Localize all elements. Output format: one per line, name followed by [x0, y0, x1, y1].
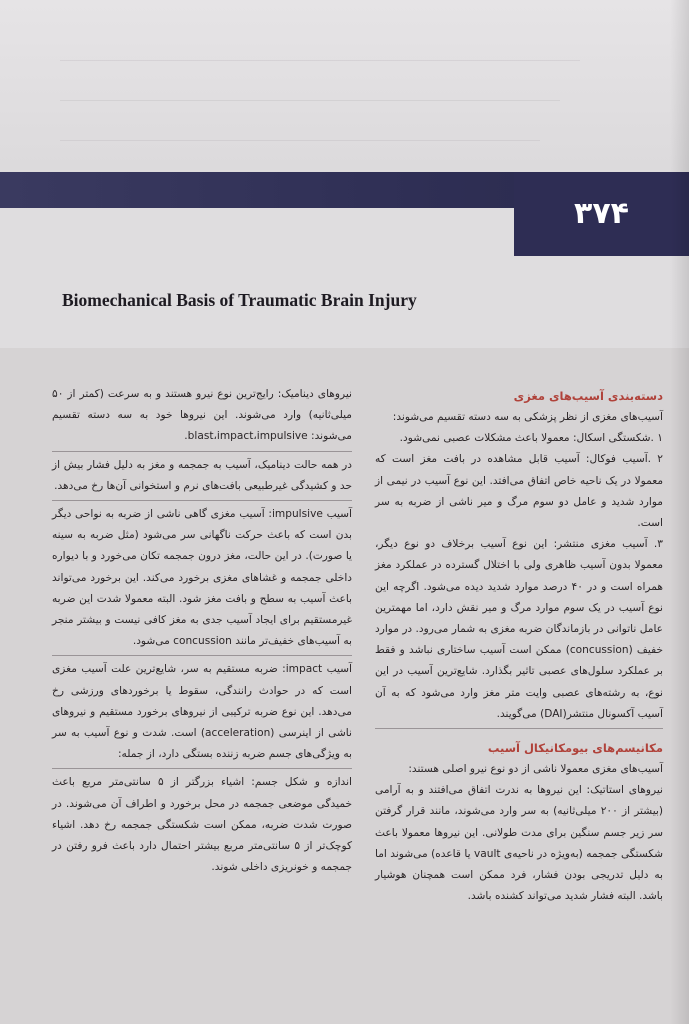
book-title: Biomechanical Basis of Traumatic Brain Injury: [62, 290, 417, 310]
paragraph-impact-injury: آسیب impact: ضربه مستقیم به سر، شایع‌ترین علت آسیب مغزی است که در حوادث رانندگی، سقوط یا برخوردهای ورزشی رخ می‌دهد. این نوع ضربه ترکیبی از نیروهای برخورد مستقیم و نیروهای ناشی از اینرسی (acceleration) است. شدت و نوع آسیب به سر به ویژگی‌های جسم ضربه زننده بستگی دارد، از جمله:: [52, 663, 352, 761]
paragraph-object-size: اندازه و شکل جسم: اشیاء بزرگتر از ۵ سانتی‌متر مربع باعث خمیدگی موضعی جمجمه در محل برخورد و اطراف آن می‌شوند. در صورت شدت ضربه، ممکن است شکستگی جمجمه رخ دهد. اشیاء کوچک‌تر از ۵ سانتی‌متر مربع بیشتر احتمال دارد باعث فرو رفتن در جمجمه و خونریزی داخلی شوند.: [52, 776, 352, 874]
left-column: [52, 384, 352, 878]
paragraph: آسیب‌های مغزی معمولا ناشی از دو نوع نیرو اصلی هستند:: [408, 763, 663, 776]
list-item-focal-injury: ۲ .آسیب فوکال: آسیب قابل مشاهده در بافت مغز است که معمولا در یک ناحیه خاص اتفاق می‌افتد. این نوع آسیب در نیمی از موارد شدید و عامل دو سوم مرگ و میر ناشی از ضربه به سر است.: [375, 453, 663, 530]
list-item-skull-fracture: ۱ .شکستگی اسکال: معمولا باعث مشکلات عصبی نمی‌شود.: [399, 432, 663, 445]
section-divider: [52, 768, 352, 769]
bleed-through-line: [60, 140, 540, 141]
section-divider: [52, 655, 352, 656]
bleed-through-line: [60, 60, 580, 61]
paragraph-dynamic-forces: نیروهای دینامیک: رایج‌ترین نوع نیرو هستند و به سرعت (کمتر از ۵۰ میلی‌ثانیه) وارد می‌شوند. این نیروها خود به سه دسته تقسیم می‌شوند: blast،impact،impulsive.: [52, 388, 352, 443]
bleed-through-line: [60, 100, 560, 101]
section-heading-classification: دسته‌بندی آسیب‌های مغزی: [513, 389, 663, 403]
section-divider: [375, 728, 663, 729]
paragraph-impulsive-injury: آسیب impulsive: آسیب مغزی گاهی ناشی از ضربه به نواحی دیگر بدن است که باعث حرکت ناگهانی سر می‌شود (مثل ضربه به سینه یا صورت). در این حالت، مغز درون جمجمه تکان می‌خورد و با دیواره داخلی جمجمه و غشاهای مغزی برخورد می‌کند. این برخورد می‌تواند باعث آسیب به سطح و بافت مغز شود. البته معمولا شدت این ضربه غیرمستقیم برای ایجاد آسیب جدی به مغز کافی نیست و بیشتر منجر به آسیب‌های خفیف‌تر مانند concussion می‌شود.: [52, 508, 352, 648]
page-number: ۳۷۴: [574, 196, 629, 231]
list-item-diffuse-injury: ۳. آسیب مغزی منتشر: این نوع آسیب برخلاف دو نوع دیگر، معمولا بدون آسیب ظاهری ولی با اختلال گسترده در عملکرد مغز همراه است و در ۴۰ درصد موارد شدید دیده می‌شود. اگرچه این نوع آسیب در یک سوم موارد مرگ و میر نقش دارد، اما مهمترین عامل ناتوانی در بازماندگان ضربه مغزی به شمار می‌رود. در موارد خفیف (concussion) ممکن است آسیب ساختاری نباشد و فقط بر عملکرد سلول‌های عصبی تاثیر بگذارد. شایع‌ترین آسیب در این نوع، به رشته‌های عصبی وایت متر مغز وارد می‌شود که به آن آسیب آکسونال منتشر(DAI) می‌گویند.: [375, 538, 664, 720]
paragraph-static-forces: نیروهای استاتیک: این نیروها به ندرت اتفاق می‌افتند و به آرامی (بیشتر از ۲۰۰ میلی‌ثانیه) به سر وارد می‌شوند، مانند قرار گرفتن سر زیر جسم سنگین برای مدت طولانی. این نیروها معمولا باعث شکستگی جمجمه (به‌ویژه در ناحیه‌ی vault یا قاعده) می‌شوند اما به دلیل تدریجی بودن فشار، فرد ممکن است همچنان هوشیار باشد. البته فشار شدید می‌تواند کشنده باشد.: [375, 784, 664, 903]
section-heading-mechanisms: مکانیسم‌های بیومکانیکال آسیب: [487, 741, 663, 756]
top-page-area: [0, 0, 689, 170]
paragraph: در همه حالت دینامیک، آسیب به جمجمه و مغز به دلیل فشار بیش از حد و کشیدگی غیرطبیعی بافت‌های نرم و استخوانی آن‌ها رخ می‌دهد.: [52, 458, 352, 492]
right-column: [375, 385, 663, 907]
section-divider: [52, 451, 352, 452]
paragraph: آسیب‌های مغزی از نظر پزشکی به سه دسته تقسیم می‌شوند:: [392, 411, 663, 423]
page-spine-shadow: [670, 0, 689, 1024]
section-divider: [52, 500, 352, 501]
